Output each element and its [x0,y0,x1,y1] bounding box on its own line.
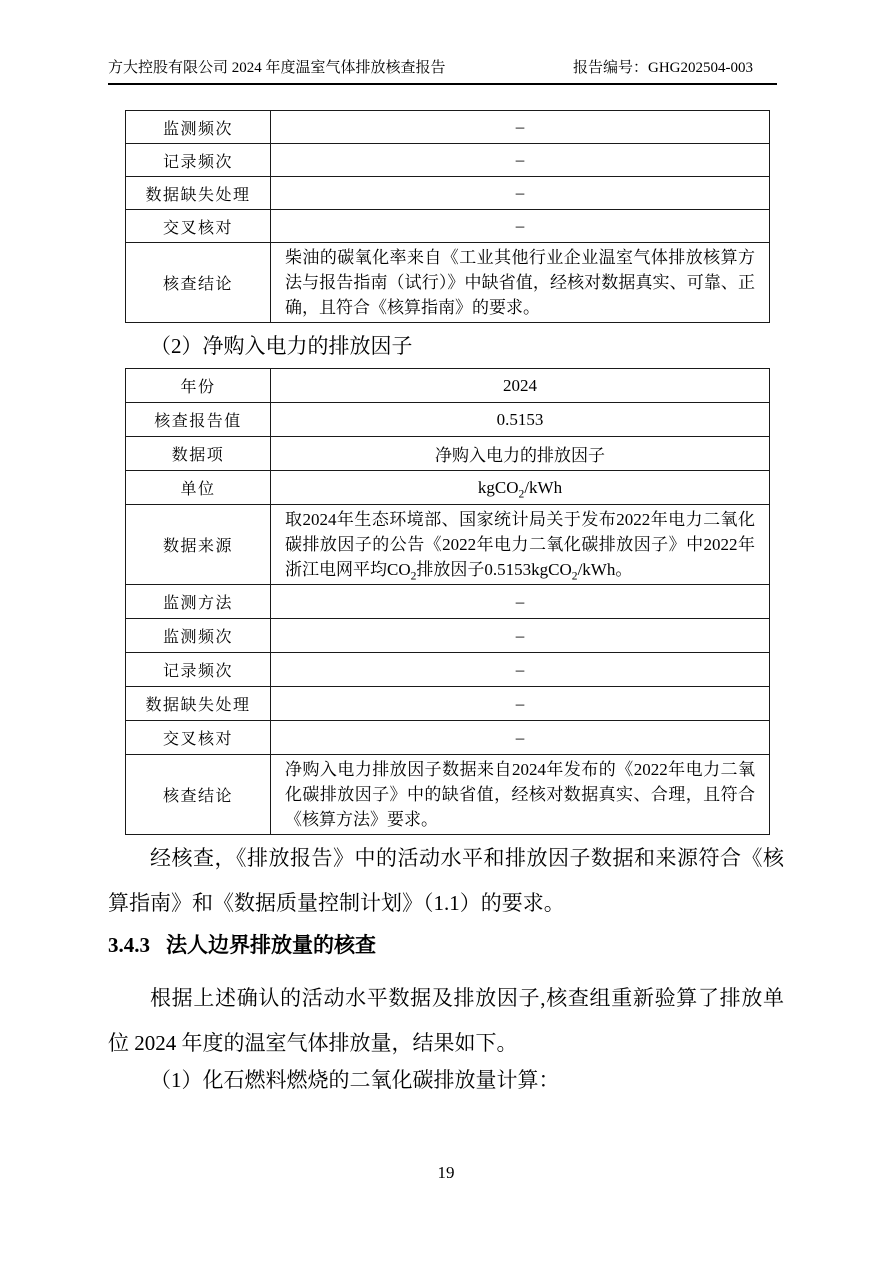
table-cell-label: 数据缺失处理 [126,687,271,721]
section-title: 法人边界排放量的核查 [166,933,376,957]
table-row [126,243,770,323]
table-row [126,177,770,210]
table-cell-value: 2024 [271,369,770,403]
table-row [126,585,770,619]
table-cell-value: 净购入电力的排放因子 [271,437,770,471]
table-cell-label: 记录频次 [126,653,271,687]
table-cell-value: 取2024年生态环境部、国家统计局关于发布2022年电力二氧化碳排放因子的公告《2022年电力二氧化碳排放因子》中2022年浙江电网平均$CO_2$排放因子0.5153kgCO$_2$/kWh。 [271,505,770,585]
diesel-factor-verification-table [125,110,770,323]
table-cell-value: – [271,653,770,687]
item2-caption: （2）净购入电力的排放因子 [150,334,413,358]
table-row [126,111,770,144]
table-row [126,619,770,653]
header-title: 方大控股有限公司 2024 年度温室气体排放核查报告 [108,60,446,76]
table-row [126,653,770,687]
conclusion-paragraph: 经核查，《排放报告》中的活动水平和排放因子数据和来源符合《核算指南》和《数据质量控制计划》（1.1）的要求。 [108,846,784,915]
table-row [126,721,770,755]
table-cell-label: 单位 [126,471,271,505]
table-cell-value: – [271,619,770,653]
table-cell-value: 净购入电力排放因子数据来自2024年发布的《2022年电力二氧化碳排放因子》中的缺省值，经核对数据真实、合理，且符合《核算方法》要求。 [271,755,770,835]
table-row [126,369,770,403]
table-cell-value: – [271,177,770,210]
table-row [126,755,770,835]
table-cell-label: 监测频次 [126,619,271,653]
table-cell-label: 交叉核对 [126,210,271,243]
table-cell-label: 监测频次 [126,111,271,144]
table-cell-label: 核查报告值 [126,403,271,437]
table-row [126,505,770,585]
section-number: 3.4.3 [108,933,150,957]
table-row [126,144,770,177]
table-cell-label: 核查结论 [126,755,271,835]
table-row [126,687,770,721]
table-row [126,403,770,437]
table-cell-value: – [271,144,770,177]
table-cell-value: 0.5153 [271,403,770,437]
page-number: 19 [437,1163,455,1182]
table-cell-value: kgCO$_2$/kWh [271,471,770,505]
table-cell-value: 柴油的碳氧化率来自《工业其他行业企业温室气体排放核算方法与报告指南（试行）》中缺省值，经核对数据真实、可靠、正确，且符合《核算指南》的要求。 [271,243,770,323]
table-cell-value: – [271,721,770,755]
table-cell-label: 数据项 [126,437,271,471]
table-row [126,210,770,243]
section-heading [108,931,784,959]
table-cell-value: – [271,687,770,721]
table-cell-label: 记录频次 [126,144,271,177]
table-cell-label: 监测方法 [126,585,271,619]
table-row [126,471,770,505]
table-cell-value: – [271,111,770,144]
item1-caption: （1）化石燃料燃烧的二氧化碳排放量计算： [150,1068,560,1092]
table-cell-value: – [271,210,770,243]
table-cell-label: 核查结论 [126,243,271,323]
table-cell-label: 交叉核对 [126,721,271,755]
table-cell-value: – [271,585,770,619]
table-cell-label: 数据缺失处理 [126,177,271,210]
table-cell-label: 年份 [126,369,271,403]
electricity-factor-verification-table [125,368,770,835]
table-cell-label: 数据来源 [126,505,271,585]
page-header [108,58,777,85]
header-report-number: 报告编号：GHG202504-003 [573,60,753,76]
basis-paragraph: 根据上述确认的活动水平数据及排放因子,核查组重新验算了排放单位 2024 年度的温室气体排放量，结果如下。 [108,986,784,1055]
table-row [126,437,770,471]
